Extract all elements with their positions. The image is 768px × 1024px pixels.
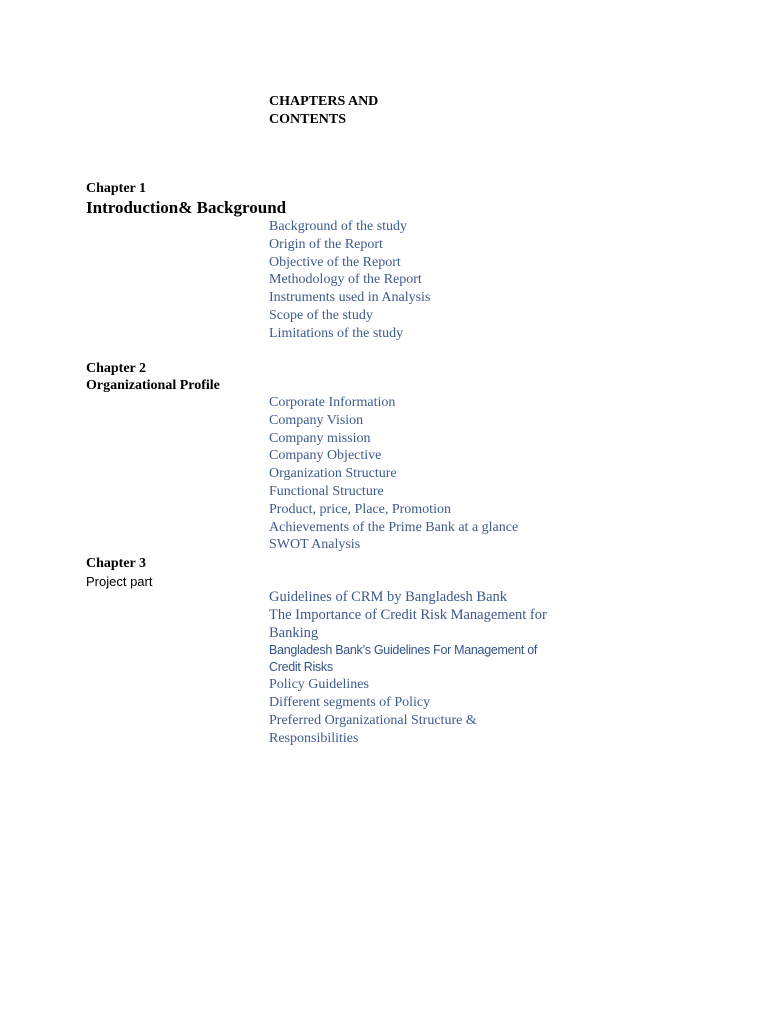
chapter-2-title: Organizational Profile <box>86 378 220 393</box>
chapter-2-number: Chapter 2 <box>86 361 147 376</box>
toc-item[interactable]: Instruments used in Analysis <box>269 290 431 306</box>
toc-item[interactable]: Origin of the Report <box>269 236 383 252</box>
toc-item[interactable]: Guidelines of CRM by Bangladesh Bank <box>269 589 508 605</box>
toc-item[interactable]: Achievements of the Prime Bank at a glance <box>269 519 519 535</box>
toc-item[interactable]: Bangladesh Bank’s Guidelines For Management of Credit Risks <box>269 643 538 675</box>
toc-item[interactable]: Preferred Organizational Structure & Responsibilities <box>269 712 477 746</box>
toc-item[interactable]: Policy Guidelines <box>269 677 369 693</box>
toc-item[interactable]: Functional Structure <box>269 483 384 499</box>
toc-item[interactable]: Limitations of the study <box>269 325 404 341</box>
chapter-2-contents <box>269 394 518 554</box>
toc-item[interactable]: Company Objective <box>269 448 382 464</box>
toc-item[interactable]: Company Vision <box>269 412 364 428</box>
toc-item[interactable]: SWOT Analysis <box>269 537 361 553</box>
chapter-3-title: Project part <box>86 574 153 589</box>
toc-item[interactable]: Background of the study <box>269 219 408 234</box>
toc-item[interactable]: Company mission <box>269 430 371 446</box>
toc-item[interactable]: Methodology of the Report <box>269 272 422 288</box>
toc-item[interactable]: Objective of the Report <box>269 254 401 270</box>
chapter-1-title: Introduction& Background <box>86 198 287 217</box>
page-title: CHAPTERS AND CONTENTS <box>269 94 379 127</box>
toc-item[interactable]: Different segments of Policy <box>269 695 431 711</box>
chapter-1-contents <box>269 218 430 343</box>
toc-item[interactable]: Product, price, Place, Promotion <box>269 501 451 517</box>
chapter-3-number: Chapter 3 <box>86 556 147 571</box>
toc-item[interactable]: Scope of the study <box>269 307 373 323</box>
chapter-3-contents <box>269 589 549 748</box>
chapter-1-number: Chapter 1 <box>86 181 147 196</box>
toc-item[interactable]: Corporate Information <box>269 395 396 410</box>
toc-item[interactable]: Organization Structure <box>269 466 397 482</box>
toc-item[interactable]: The Importance of Credit Risk Management for Banking <box>269 606 547 641</box>
